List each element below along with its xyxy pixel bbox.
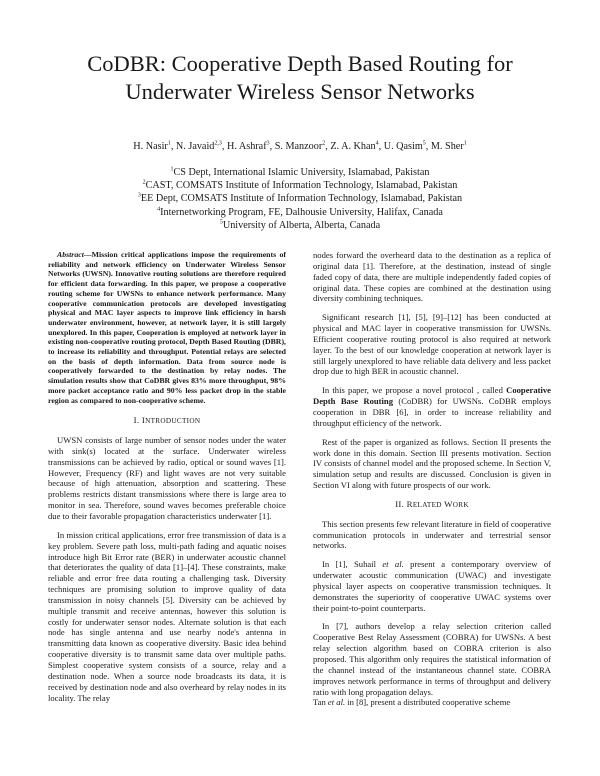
author: H. Ashraf$^3$	[226, 140, 270, 152]
related-work-paragraph: This section presents few relevant literature in field of cooperative communication protocols in underwater and terrestrial sensor networks.	[313, 518, 551, 551]
paper-title	[40, 50, 560, 106]
affiliation: $^5$University of Alberta, Alberta, Canada	[219, 219, 381, 231]
intro-paragraph: Rest of the paper is organized as follows. Section II presents the work done in this domain. Section III presents motivation. Section IV consists of channel model and the proposed scheme. In Section V, simulation setup and results are discussed. Conclusion is given in Section VI along with future prospects of our work.	[313, 436, 551, 491]
abstract-label: Abstract	[57, 250, 84, 259]
author: U. Qasim$^5$	[383, 140, 426, 152]
affiliation: $^2$CAST, COMSATS Institute of Information Technology, Islamabad, Pakistan	[142, 179, 458, 192]
intro-paragraph: nodes forward the overheard data to the destination as a replica of original data [1]. Therefore, at the destination, instead of single faded copy of data, there are multiple independently faded copies of original data. These copies are combined at the destination using diversity combining techniques.	[313, 250, 551, 304]
proposed-protocol-name: Cooperative Depth Base Routing	[313, 385, 551, 407]
intro-paragraph: Significant research [1], [5], [9]–[12] has been conducted at physical and MAC layer in cooperative transmission for UWSNs. Efficient cooperative routing protocol is also required at network layer. To the best of our knowledge cooperation at network layer is still largely unexplored to have reliable data delivery and less packet drop due to high BER in acoustic channel.	[313, 312, 551, 377]
left-column	[48, 250, 286, 711]
author: H. Nasir$^1$	[133, 140, 171, 152]
author: S. Manzoor$^2$	[274, 140, 326, 152]
section-heading-related-work: II. RELATED WORK	[395, 498, 469, 509]
title-line-1: CoDBR: Cooperative Depth Based Routing for	[87, 51, 513, 76]
author: M. Sher$^1$	[430, 140, 467, 152]
section-heading-introduction: I. INTRODUCTION	[133, 415, 201, 426]
related-work-paragraph: In [1], Suhail et al. present a contemporary overview of underwater acoustic communication (UWAC) and investigate physical layer aspects on cooperative transmission techniques. It demonstrates the superiority of cooperative UWAC systems over their point-to-point counterparts.	[313, 559, 551, 613]
intro-paragraph: In this paper, we propose a novel protocol , called Cooperative Depth Base Routing (CoDBR) for UWSNs. CoDBR employs cooperation in DBR [6], in order to increase reliability and throughput efficiency of the network.	[313, 385, 551, 428]
abstract-text: —Mission critical applications impose the requirements of reliability and network efficiency on Underwater Wireless Sensor Networks (UWSN). Innovative routing solutions are therefore required for efficient data forwarding. In this paper, we propose a cooperative routing scheme for UWSNs to enhance network performance. Many cooperative communication protocols are developed investigating physical and MAC layer aspects to improve link efficiency in harsh underwater environment, however, at network layer, it is still largely unexplored. In this paper, Cooperation is employed at network layer in existing non-cooperative routing protocol, Depth Based Routing (DBR), to increase its reliability and throughput. Potential relays are selected on the basis of depth information. Data from source node is cooperatively forwarded to the destination by relay nodes. The simulation results show that CoDBR gives 83% more throughput, 98% more packet acceptance ratio and 90% less packet drop in the stable region as compared to non-cooperative scheme.	[48, 250, 286, 405]
intro-paragraph: In mission critical applications, error free transmission of data is a key problem. Severe path loss, multi-path fading and aquatic noises introduce high Bit Error rate (BER) in underwater acoustic channel that deteriorates the quality of data [1]–[4]. These constraints, make reliable and error free data routing a challenging task. Diversity techniques are promising solution to improve quality of data transmission in noisy channels [5]. Diversity can be achieved by multiple transmit and receive antennas, however this solution is costly for underwater sensor nodes. Alternate solution is that each node has single antenna and use nearby node's antenna in transmitting data known as cooperative diversity. Basic idea behind cooperative diversity is to transmit same data over multiple paths. Simplest cooperative system consists of a source, relay and a destination node. When a source node broadcasts its data, it is received by destination node and also overheard by relay nodes in its locality. The relay	[48, 529, 286, 703]
author: Z. A. Khan$^4$	[330, 140, 379, 152]
abstract	[48, 250, 286, 405]
title-line-2: Underwater Wireless Sensor Networks	[125, 79, 475, 104]
affiliation: $^1$CS Dept, International Islamic University, Islamabad, Pakistan	[170, 166, 430, 178]
right-column	[313, 250, 551, 716]
intro-paragraph: UWSN consists of large number of sensor nodes under the water with sink(s) located at the surface. Underwater wireless transmissions can be achieved by radio, optical or sound waves [1]. However, Frequency (RF) and light waves are not very suitable because of high attenuation, absorption and scattering. These problems restricts distant transmissions where there is large area to monitor in sea. Therefore, sound waves becomes preferable choice due to their favorable propagation characteristics underwater [1].	[48, 435, 286, 521]
affiliation: $^4$Internetworking Program, FE, Dalhousie University, Halifax, Canada	[157, 206, 443, 218]
related-work-paragraph: In [7], authors develop a relay selection criterion called Cooperative Best Relay Assessment (COBRA) for UWSNs. A best relay selection algorithm based on COBRA criterion is also proposed. This algorithm only requires the statistical information of the channel instead of the instantaneous channel state. COBRA improves network performance in terms of throughput and delivery ratio with long propagation delays.	[313, 621, 551, 697]
related-work-paragraph: Tan et al. in [8], present a distributed cooperative scheme	[313, 697, 511, 708]
affiliation: $^3$EE Dept, COMSATS Institute of Information Technology, Islamabad, Pakistan	[137, 193, 463, 205]
author-list: H. Nasir$^1$, N. Javaid$^{2,3}$, H. Ashraf$^3$, S. Manzoor$^2$, Z. A. Khan$^4$, U. Qasim$^5$, M. Sher$^1$	[133, 140, 467, 152]
author: N. Javaid$^{2,3}$	[175, 140, 222, 152]
affiliation-list	[40, 166, 560, 232]
